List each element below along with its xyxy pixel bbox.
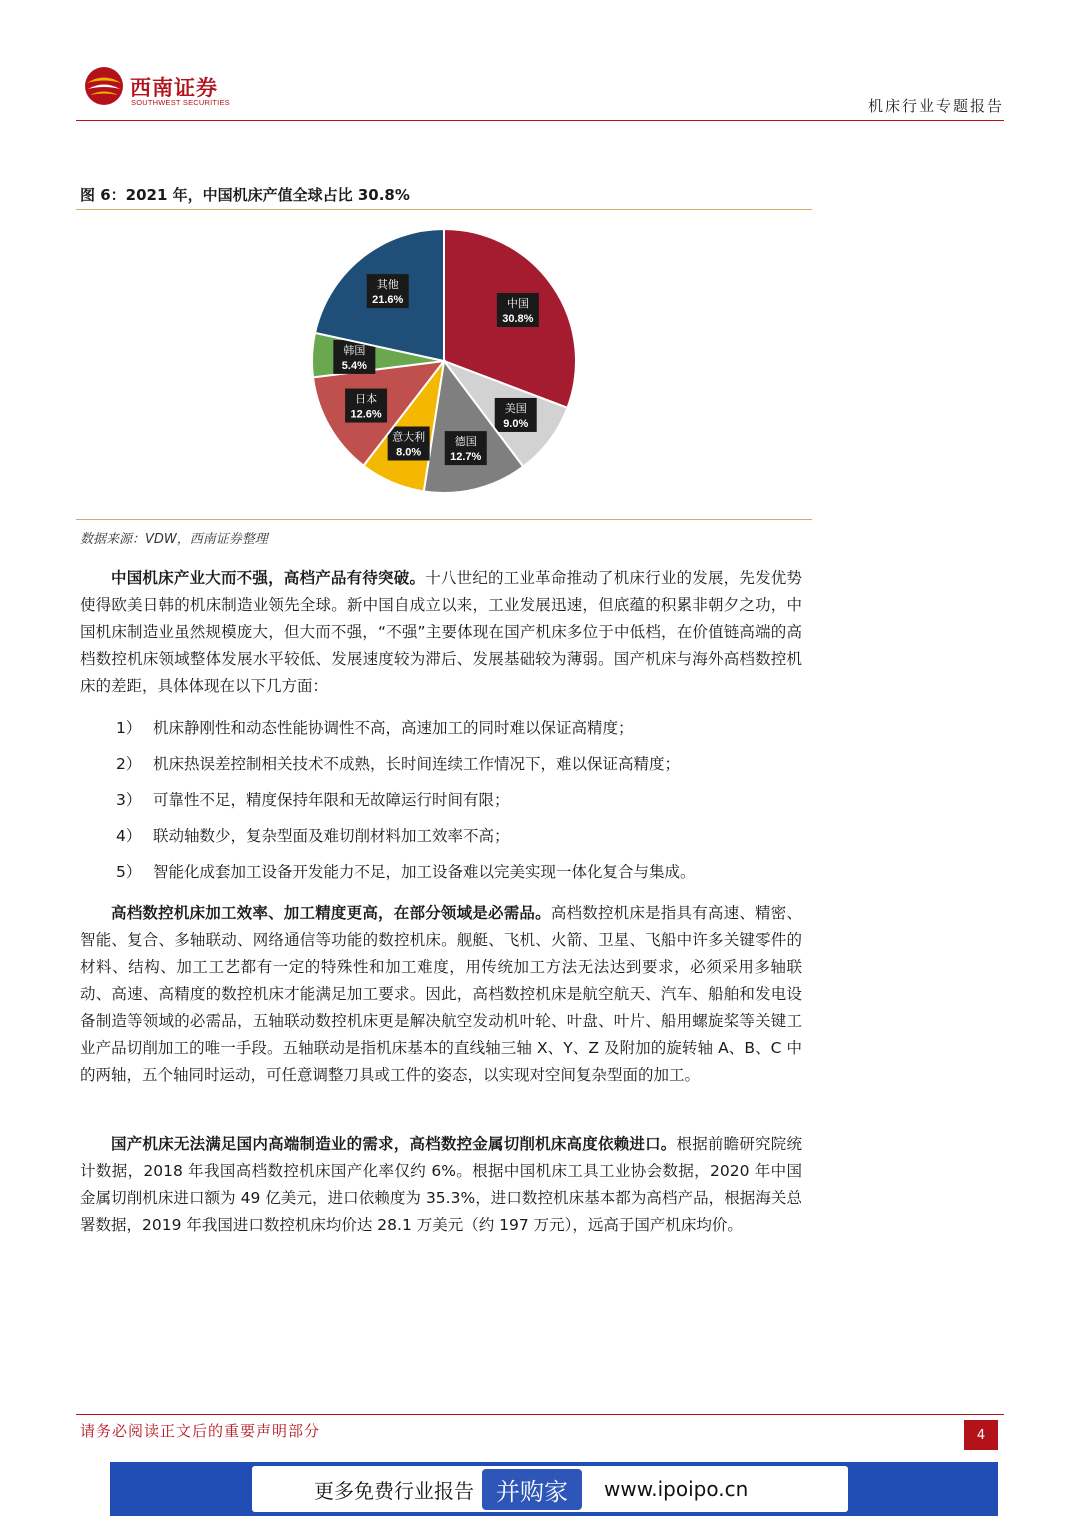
paragraph-1-lead: 中国机床产业大而不强，高档产品有待突破。 bbox=[111, 569, 426, 587]
pie-label-6 bbox=[367, 274, 409, 308]
pie-label-value: 12.7% bbox=[450, 451, 482, 464]
list-item bbox=[116, 826, 510, 846]
pie-label-0 bbox=[497, 293, 539, 327]
figure-top-rule bbox=[76, 209, 812, 210]
list-item-number: 4） bbox=[116, 827, 142, 845]
pie-label-name: 美国 bbox=[504, 401, 527, 415]
header-divider bbox=[76, 120, 1004, 121]
list-item bbox=[116, 790, 510, 810]
pie-label-1 bbox=[495, 398, 537, 432]
pie-label-name: 中国 bbox=[506, 297, 529, 311]
pie-label-value: 30.8% bbox=[502, 313, 534, 326]
list-item-number: 5） bbox=[116, 863, 142, 881]
list-item-text: 机床热误差控制相关技术不成熟，长时间连续工作情况下，难以保证高精度； bbox=[153, 755, 681, 773]
pie-label-value: 21.6% bbox=[372, 294, 404, 307]
promo-banner-panel[interactable] bbox=[252, 1466, 848, 1512]
list-item-number: 3） bbox=[116, 791, 142, 809]
page-number: 4 bbox=[964, 1420, 998, 1450]
promo-banner-brand: 并购家 bbox=[482, 1469, 582, 1510]
pie-chart bbox=[250, 222, 590, 508]
logo-chinese-name: 西南证券 bbox=[130, 75, 218, 100]
paragraph-2-text: 高档数控机床是指具有高速、精密、智能、复合、多轴联动、网络通信等功能的数控机床。舰艇、飞机、火箭、卫星、飞船中许多关键零件的材料、结构、加工工艺都有一定的特殊性和加工难度，用传统加工方法无法达到要求，必须采用多轴联动、高速、高精度的数控机床才能满足加工要求。因此，高档数控机床是航空航天、汽车、船舶和发电设备制造等领域的必需品，五轴联动数控机床更是解决航空发动机叶轮、叶盘、叶片、船用螺旋桨等关键工业产品切削加工的唯一手段。五轴联动是指机床基本的直线轴三轴 X、Y、Z 及附加的旋转轴 A、B、C 中的两轴，五个轴同时运动，可任意调整刀具或工件的姿态，以实现对空间复杂型面的加工。 bbox=[80, 904, 802, 1084]
list-item bbox=[116, 862, 696, 882]
list-item-number: 2） bbox=[116, 755, 142, 773]
pie-label-value: 5.4% bbox=[341, 359, 367, 372]
pie-label-name: 日本 bbox=[355, 392, 378, 406]
footer-divider bbox=[76, 1414, 1004, 1415]
promo-banner-url[interactable]: www.ipoipo.cn bbox=[604, 1477, 749, 1501]
list-item-text: 智能化成套加工设备开发能力不足，加工设备难以完美实现一体化复合与集成。 bbox=[153, 863, 696, 881]
disclaimer-note: 请务必阅读正文后的重要声明部分 bbox=[80, 1422, 321, 1440]
paragraph-3-text: 根据前瞻研究院统计数据，2018 年我国高档数控机床国产化率仅约 6%。根据中国机床工具工业协会数据，2020 年中国金属切削机床进口额为 49 亿美元，进口依赖度为 35.3%，进口数控机床基本都为高档产品，根据海关总署数据，2019 年我国进口数控机床均价达 28.1 万美元（约 197 万元），远高于国产机床均价。 bbox=[80, 1135, 802, 1234]
figure-bottom-rule bbox=[76, 519, 812, 520]
paragraph-2-lead: 高档数控机床加工效率、加工精度更高，在部分领域是必需品。 bbox=[111, 904, 551, 922]
pie-label-name: 意大利 bbox=[392, 430, 426, 444]
data-source-note: 数据来源：VDW，西南证券整理 bbox=[80, 532, 268, 547]
pie-label-name: 其他 bbox=[376, 278, 399, 292]
list-item-number: 1） bbox=[116, 719, 142, 737]
pie-label-value: 8.0% bbox=[396, 446, 422, 459]
list-item-text: 联动轴数少，复杂型面及难切削材料加工效率不高； bbox=[153, 827, 510, 845]
promo-banner-text: 更多免费行业报告 bbox=[314, 1478, 474, 1503]
logo-english-name: SOUTHWEST SECURITIES bbox=[131, 98, 230, 107]
pie-label-name: 德国 bbox=[454, 435, 477, 449]
list-item bbox=[116, 718, 634, 738]
list-item bbox=[116, 754, 680, 774]
paragraph-3-lead: 国产机床无法满足国内高端制造业的需求，高档数控金属切削机床高度依赖进口。 bbox=[111, 1135, 677, 1153]
paragraph-1 bbox=[80, 565, 802, 700]
pie-label-value: 9.0% bbox=[503, 417, 529, 430]
pie-label-3 bbox=[388, 427, 430, 461]
pie-label-4 bbox=[345, 389, 387, 423]
list-item-text: 可靠性不足，精度保持年限和无故障运行时间有限； bbox=[153, 791, 510, 809]
company-logo-icon bbox=[84, 66, 124, 106]
figure-caption: 图 6：2021 年，中国机床产值全球占比 30.8% bbox=[80, 186, 410, 204]
report-title: 机床行业专题报告 bbox=[867, 97, 1004, 115]
pie-label-2 bbox=[445, 431, 487, 465]
paragraph-2 bbox=[80, 900, 802, 1089]
pie-label-name: 韩国 bbox=[343, 343, 366, 357]
paragraph-3 bbox=[80, 1131, 802, 1239]
pie-label-value: 12.6% bbox=[350, 408, 382, 421]
list-item-text: 机床静刚性和动态性能协调性不高，高速加工的同时难以保证高精度； bbox=[153, 719, 634, 737]
paragraph-1-text: 十八世纪的工业革命推动了机床行业的发展，先发优势使得欧美日韩的机床制造业领先全球。新中国自成立以来，工业发展迅速，但底蕴的积累非朝夕之功，中国机床制造业虽然规模庞大，但大而不强，“不强”主要体现在国产机床多位于中低档，在价值链高端的高档数控机床领域整体发展水平较低、发展速度较为滞后、发展基础较为薄弱。国产机床与海外高档数控机床的差距，具体体现在以下几方面： bbox=[80, 569, 802, 695]
